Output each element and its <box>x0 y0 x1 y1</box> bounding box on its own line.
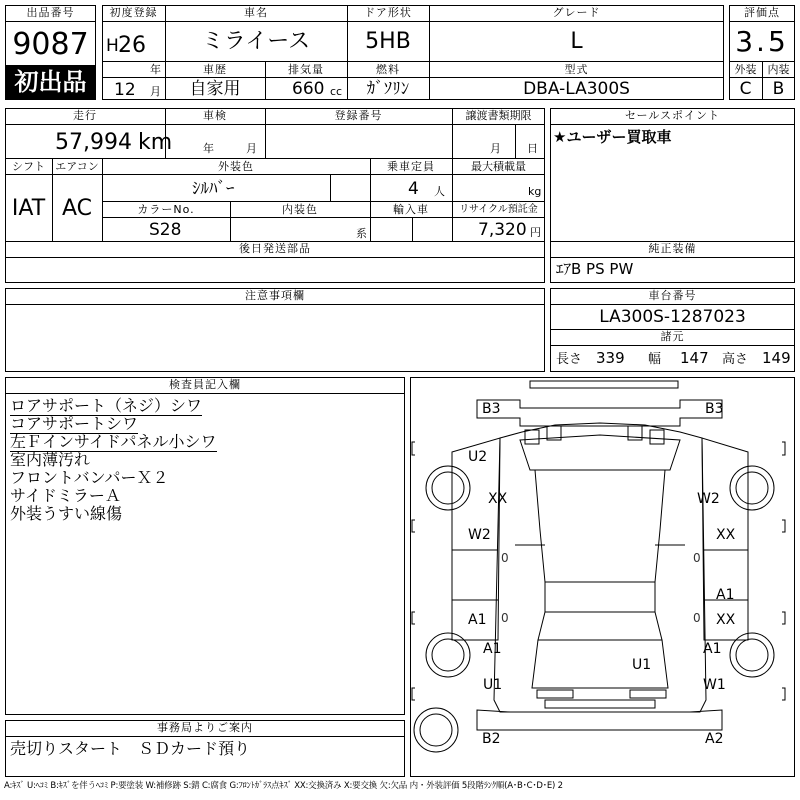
recycle-unit: 円 <box>530 226 541 239</box>
damage-mark: A1 <box>468 612 487 628</box>
damage-mark: B2 <box>482 731 501 747</box>
damage-mark: W2 <box>697 491 720 507</box>
model-value: DBA-LA300S <box>523 79 630 99</box>
score-label: 評価点 <box>744 6 780 19</box>
grade-label: グレード <box>552 6 601 19</box>
capacity-value: 4 <box>408 179 419 199</box>
int-color-label: 内装色 <box>282 203 318 216</box>
history-value: 自家用 <box>189 79 241 99</box>
recycle-label: リサイクル預託金 <box>459 204 538 215</box>
displacement-label: 排気量 <box>288 63 324 76</box>
office-text: 売切りスタート ＳＤカード預り <box>10 739 251 758</box>
first-reg-month: 12 <box>114 80 136 100</box>
specs-height-label: 高さ <box>722 352 749 367</box>
legend: A:ｷｽﾞ U:ﾍｺﾐ B:ｷｽﾞを伴うﾍｺﾐ P:要塗装 W:補修跡 S:錆 C:腐食 G:ﾌﾛﾝﾄｶﾞﾗｽ点ｷｽﾞ XX:交換済み X:要交換 欠:欠品 内・外装評価 5段階ﾗﾝｸ順(A･B･C･D･E) 2 <box>4 781 563 791</box>
first-listing-label: 初出品 <box>14 68 87 96</box>
color-no-label: カラーNo. <box>137 203 195 216</box>
score-value: 3.5 <box>735 25 789 58</box>
transfer-day-unit: 日 <box>527 142 538 155</box>
specs-width-label: 幅 <box>648 352 662 367</box>
inspector-line: 外装うすい線傷 <box>10 504 123 523</box>
notes-label: 注意事項欄 <box>245 289 305 302</box>
later-parts-label: 後日発送部品 <box>239 242 311 255</box>
door-handle-mark: 0 <box>501 551 509 565</box>
damage-mark: U1 <box>483 677 503 693</box>
specs-height: 149 <box>762 349 791 367</box>
ext-color-value: ｼﾙﾊﾞｰ <box>192 179 235 199</box>
damage-mark: B3 <box>482 401 501 417</box>
aircon-label: エアコン <box>55 160 99 173</box>
first-reg-label: 初度登録 <box>109 6 158 19</box>
shift-value: IAT <box>11 196 46 221</box>
max-load-unit: kg <box>528 185 542 198</box>
office-label: 事務局よりご案内 <box>157 721 253 734</box>
lot-label: 出品番号 <box>26 6 75 19</box>
damage-mark: B3 <box>705 401 724 417</box>
car-name-label: 車名 <box>244 6 268 19</box>
inspection-label: 車検 <box>203 109 227 122</box>
displacement-unit: cc <box>330 85 343 98</box>
door-handle-mark: 0 <box>501 611 509 625</box>
history-label: 車歴 <box>203 63 227 76</box>
interior-rating: B <box>772 79 785 99</box>
specs-label: 諸元 <box>660 330 685 343</box>
fuel-label: 燃料 <box>376 63 400 76</box>
damage-mark: U2 <box>468 449 488 465</box>
damage-mark: W1 <box>703 677 726 693</box>
fuel-value: ｶﾞｿﾘﾝ <box>366 79 410 99</box>
shift-label: シフト <box>12 160 45 173</box>
first-reg-year: 26 <box>118 33 146 58</box>
damage-mark: W2 <box>468 527 491 543</box>
inspection-month-unit: 月 <box>246 142 257 155</box>
recycle-value: 7,320 <box>478 220 527 240</box>
first-reg-month-unit: 月 <box>150 85 161 98</box>
sales-point-label: セールスポイント <box>624 109 720 122</box>
inspector-line: ロアサポート（ネジ）シワ <box>10 396 203 415</box>
displacement-value: 660 <box>292 79 325 99</box>
mileage-unit: km <box>138 130 173 155</box>
chassis-value: LA300S-1287023 <box>599 307 746 327</box>
capacity-label: 乗車定員 <box>387 160 435 173</box>
equipment-value: ｴｱB PS PW <box>556 260 634 278</box>
grade-value: L <box>570 29 583 54</box>
lot-number: 9087 <box>12 27 89 62</box>
damage-mark: A2 <box>705 731 724 747</box>
transfer-deadline-label: 譲渡書類期限 <box>465 109 532 122</box>
inspector-line: サイドミラーＡ <box>10 486 121 505</box>
inspector-line: コアサポートシワ <box>10 414 139 433</box>
mileage-value: 57,994 <box>55 130 132 155</box>
damage-mark: XX <box>716 612 736 628</box>
inspection-year-unit: 年 <box>203 142 214 155</box>
specs-length-label: 長さ <box>556 352 583 367</box>
inspector-label: 検査員記入欄 <box>169 378 241 391</box>
door-label: ドア形状 <box>364 6 412 19</box>
max-load-label: 最大積載量 <box>471 160 526 173</box>
exterior-rating-label: 外装 <box>734 63 757 76</box>
interior-rating-label: 内装 <box>767 63 790 76</box>
int-color-unit: 系 <box>356 227 367 240</box>
damage-mark: XX <box>488 491 508 507</box>
model-label: 型式 <box>564 63 589 76</box>
door-handle-mark: 0 <box>693 551 701 565</box>
transfer-month-unit: 月 <box>490 142 501 155</box>
capacity-unit: 人 <box>434 185 445 198</box>
specs-length: 339 <box>596 349 625 367</box>
inspector-line: 室内薄汚れ <box>10 450 91 469</box>
inspector-line: フロントバンパーＸ２ <box>10 468 169 487</box>
damage-mark: XX <box>716 527 736 543</box>
door-handle-mark: 0 <box>693 611 701 625</box>
damage-mark: U1 <box>632 657 652 673</box>
damage-mark: A1 <box>703 641 722 657</box>
first-reg-year-unit: 年 <box>150 63 161 76</box>
ext-color-label: 外装色 <box>218 160 254 173</box>
chassis-label: 車台番号 <box>648 289 697 302</box>
door-type: 5HB <box>365 29 411 54</box>
mileage-label: 走行 <box>73 109 97 122</box>
specs-width: 147 <box>680 349 709 367</box>
equipment-label: 純正装備 <box>648 242 697 255</box>
damage-mark: A1 <box>716 587 735 603</box>
exterior-rating: C <box>739 79 752 99</box>
car-name: ミライース <box>201 29 311 54</box>
damage-mark: A1 <box>483 641 502 657</box>
sales-point-text: ★ユーザー買取車 <box>553 128 672 146</box>
import-label: 輸入車 <box>393 203 429 216</box>
reg-number-label: 登録番号 <box>334 109 383 122</box>
first-reg-era: H <box>106 36 119 56</box>
color-no-value: S28 <box>149 220 182 240</box>
aircon-value: AC <box>61 196 93 221</box>
inspector-line: 左Ｆインサイドパネル小シワ <box>10 432 217 451</box>
